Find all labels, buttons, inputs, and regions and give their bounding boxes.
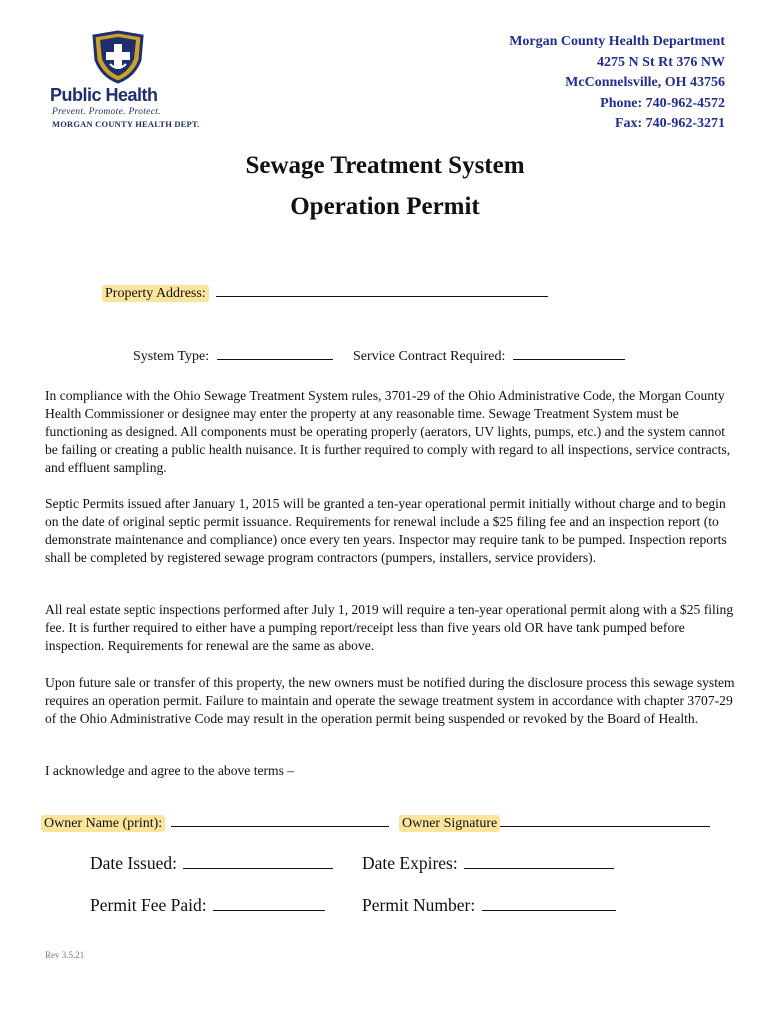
system-type-label: System Type: (133, 349, 210, 364)
property-address-field[interactable] (216, 295, 548, 297)
owner-signature-label: Owner Signature (399, 815, 500, 832)
contact-fax: Fax: 740-962-3271 (614, 116, 725, 131)
logo-tagline: Prevent. Promote. Protect. (52, 107, 161, 117)
page-title: Sewage Treatment System (245, 152, 525, 179)
service-contract-field[interactable] (513, 358, 625, 360)
permit-fee-label: Permit Fee Paid: (90, 895, 207, 915)
system-type-row (133, 349, 333, 365)
service-contract-label: Service Contract Required: (353, 349, 506, 364)
page-subtitle: Operation Permit (290, 193, 480, 220)
logo-title: Public Health (50, 85, 158, 105)
contact-block (509, 32, 725, 135)
date-issued-label: Date Issued: (90, 853, 177, 873)
date-issued-field[interactable] (183, 867, 333, 869)
paragraph-compliance: In compliance with the Ohio Sewage Treatment System rules, 3701-29 of the Ohio Administrative Code, the Morgan County Health Commissioner or designee may enter the property at any reasonable time. Sewage Treatment System must be functioning as designed. All components must be operating properly (aerators, UV lights, pumps, etc.) and the system cannot be failing or creating a public health nuisance. It is further required to comply with regard to all inspections, service contracts, and effluent sampling. (45, 388, 731, 475)
permit-fee-field[interactable] (213, 909, 325, 911)
contact-street: 4275 N St Rt 376 NW (597, 54, 725, 70)
permit-number-row (362, 895, 616, 916)
contact-name: Morgan County Health Department (509, 34, 725, 49)
property-address-row (102, 286, 548, 302)
permit-number-label: Permit Number: (362, 895, 476, 915)
paragraph-septic-permits: Septic Permits issued after January 1, 2015 will be granted a ten-year operational permit initially without charge and to begin on the date of original septic permit issuance. Requirements for renewal include a $25 filing fee and an inspection report (to demonstrate maintenance and compliance) once every ten years. Inspector may require tank to be pumped. Inspection reports shall be completed by registered sewage program contractors (pumpers, installers, service providers). (45, 496, 727, 565)
contact-city: McConnelsville, OH 43756 (565, 75, 725, 90)
date-expires-field[interactable] (464, 867, 614, 869)
shield-icon (90, 30, 146, 84)
permit-number-field[interactable] (482, 909, 616, 911)
owner-signature-field[interactable] (500, 825, 710, 827)
owner-signature-row (399, 816, 710, 832)
owner-name-label: Owner Name (print): (41, 815, 165, 832)
owner-name-row (41, 816, 389, 832)
contact-phone: Phone: 740-962-4572 (600, 95, 725, 111)
permit-fee-row (90, 895, 325, 916)
service-contract-row (353, 349, 625, 365)
paragraph-transfer: Upon future sale or transfer of this property, the new owners must be notified during the disclosure process this sewage system requires an operation permit. Failure to maintain and operate the sewage treatment system in accordance with chapter 3707-29 of the Ohio Administrative Code may result in the operation permit being suspended or revoked by the Board of Health. (45, 675, 735, 726)
acknowledge-text: I acknowledge and agree to the above terms – (45, 763, 295, 778)
system-type-field[interactable] (217, 358, 333, 360)
property-address-label: Property Address: (102, 285, 209, 302)
logo-department: MORGAN COUNTY HEALTH DEPT. (52, 119, 200, 129)
paragraph-real-estate: All real estate septic inspections performed after July 1, 2019 will require a ten-year operational permit along with a $25 filing fee. It is further required to either have a pumping report/receipt less than five years old OR have tank pumped before inspection. Requirements for renewal are the same as above. (45, 602, 734, 653)
date-issued-row (90, 853, 333, 874)
revision-label: Rev 3.5.21 (45, 950, 85, 960)
date-expires-row (362, 853, 614, 874)
owner-name-field[interactable] (171, 825, 389, 827)
date-expires-label: Date Expires: (362, 853, 458, 873)
